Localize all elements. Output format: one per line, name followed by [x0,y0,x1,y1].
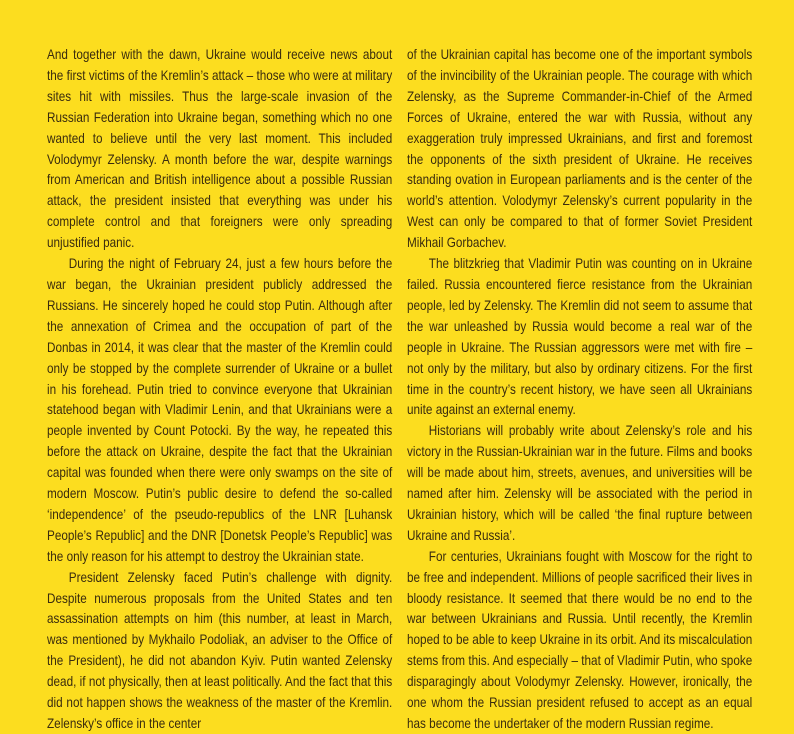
paragraph: Historians will probably write about Zelensky’s role and his victory in the Russian-Ukrainian war in the future. Films and books will be made about him, streets, avenues, and universities will be named after him. Zelensky will be associated with the period in Ukrainian history, which will be called ‘the final rupture between Ukraine and Russia’. [407,422,753,543]
right-column [407,44,752,734]
left-column [47,44,392,734]
paragraph: The blitzkrieg that Vladimir Putin was counting on in Ukraine failed. Russia encountered fierce resistance from the Ukrainian people, led by Zelensky. The Kremlin did not seem to assume that the war unleashed by Russia would become a real war of the people in Ukraine. The Russian aggressors were met with fire – not only by the military, but also by ordinary citizens. For the first time in the country’s recent history, we have seen all Ukrainians unite against an external enemy. [407,255,753,418]
paragraph: President Zelensky faced Putin’s challenge with dignity. Despite numerous proposals from the United States and ten assassination attempts on him (this number, at least in March, was mentioned by Mykhailo Podoliak, an adviser to the Office of the President), he did not abandon Kyiv. Putin wanted Zelensky dead, if not physically, then at least politically. And the fact that this did not happen shows the weakness of the master of the Kremlin. Zelensky’s office in the center [47,568,393,731]
paragraph: During the night of February 24, just a few hours before the war began, the Ukrainian president publicly addressed the Russians. He sincerely hoped he could stop Putin. Although after the annexation of Crimea and the occupation of part of the Donbas in 2014, it was clear that the master of the Kremlin could only be stopped by the complete surrender of Ukraine or a bullet in his forehead. Putin tried to convince everyone that Ukrainian statehood began with Vladimir Lenin, and that Ukrainians were a people invented by Count Potocki. By the way, he repeated this before the attack on Ukraine, despite the fact that the Ukrainian capital was founded when there were only swamps on the site of modern Moscow. Putin’s public desire to defend the so-called ‘independence’ of the pseudo-republics of the LNR [Luhansk People’s Republic] and the DNR [Donetsk People’s Republic] was the only reason for his attempt to destroy the Ukrainian state. [47,255,393,564]
paragraph: And together with the dawn, Ukraine would receive news about the first victims of the Kremlin’s attack – those who were at military sites hit with missiles. Thus the large-scale invasion of the Russian Federation into Ukraine began, something which no one wanted to believe until the very last moment. This included Volodymyr Zelensky. A month before the war, despite warnings from American and British intelligence about a possible Russian attack, the president insisted that everything was under his complete control and that foreigners were only spreading unjustified panic. [47,46,393,251]
paragraph: of the Ukrainian capital has become one of the important symbols of the invincibility of the Ukrainian people. The courage with which Zelensky, as the Supreme Commander-in-Chief of the Armed Forces of Ukraine, entered the war with Russia, without any exaggeration truly impressed Ukrainians, and first and foremost the opponents of the sixth president of Ukraine. He receives standing ovation in European parliaments and is the center of the world’s attention. Volodymyr Zelensky’s current popularity in the West can only be compared to that of former Soviet President Mikhail Gorbachev. [407,46,753,251]
paragraph: For centuries, Ukrainians fought with Moscow for the right to be free and independent. Millions of people sacrificed their lives in bloody resistance. It seemed that there would be no end to the war between Ukrainians and Russia. Until recently, the Kremlin hoped to be able to keep Ukraine in its orbit. And its miscalculation stems from this. And especially – that of Vladimir Putin, who spoke disparagingly about Volodymyr Zelensky. However, ironically, the one whom the Russian president refused to accept as an equal has become the undertaker of the modern Russian regime. [407,547,753,731]
